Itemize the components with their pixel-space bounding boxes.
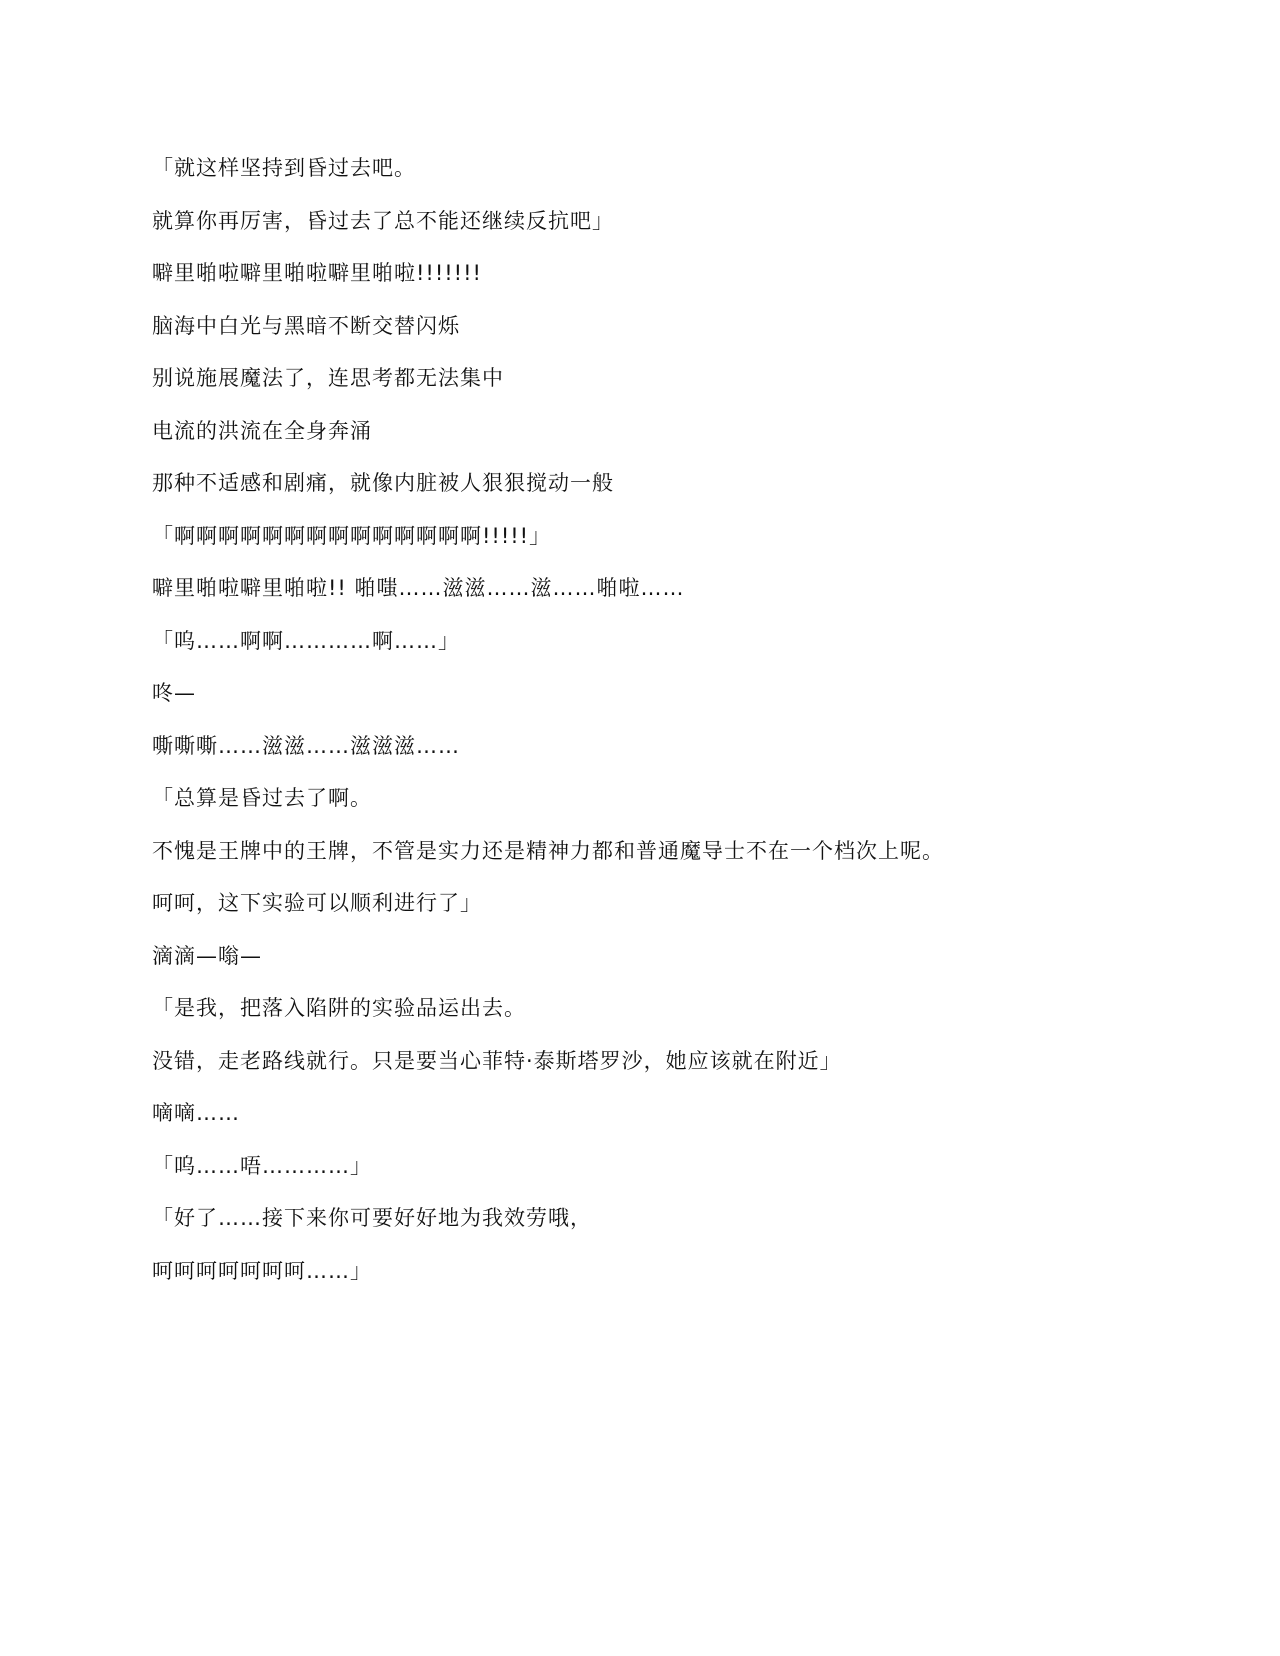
text-line: 噼里啪啦噼里啪啦噼里啪啦!!!!!!! [152, 261, 482, 285]
text-line: 没错，走老路线就行。只是要当心菲特·泰斯塔罗沙，她应该就在附近」 [152, 1048, 842, 1073]
text-line: 呵呵，这下实验可以顺利进行了」 [152, 891, 482, 915]
document-page [152, 152, 1202, 1307]
text-line: 滴滴—嗡— [152, 943, 262, 968]
text-line: 嘀嘀…… [152, 1101, 240, 1125]
text-line: 呵呵呵呵呵呵呵……」 [152, 1258, 372, 1283]
text-line: 就算你再厉害，昏过去了总不能还继续反抗吧」 [152, 208, 614, 233]
text-line: 「呜……唔…………」 [152, 1153, 372, 1178]
text-line: 「呜……啊啊…………啊……」 [152, 628, 460, 653]
text-line: 「好了……接下来你可要好好地为我效劳哦， [152, 1206, 592, 1230]
text-line: 「就这样坚持到昏过去吧。 [152, 156, 416, 180]
text-line: 嘶嘶嘶……滋滋……滋滋滋…… [152, 733, 460, 758]
text-line: 那种不适感和剧痛，就像内脏被人狠狠搅动一般 [152, 471, 614, 495]
text-line: 不愧是王牌中的王牌，不管是实力还是精神力都和普通魔导士不在一个档次上呢。 [152, 838, 944, 863]
text-line: 噼里啪啦噼里啪啦!! 啪嗤……滋滋……滋……啪啦…… [152, 576, 685, 600]
text-line: 咚— [152, 681, 196, 705]
text-line: 「啊啊啊啊啊啊啊啊啊啊啊啊啊啊!!!!!」 [152, 523, 552, 548]
text-line: 脑海中白光与黑暗不断交替闪烁 [152, 313, 460, 338]
text-line: 电流的洪流在全身奔涌 [152, 418, 372, 443]
text-line: 别说施展魔法了，连思考都无法集中 [152, 366, 504, 390]
text-line: 「是我，把落入陷阱的实验品运出去。 [152, 996, 526, 1020]
text-line: 「总算是昏过去了啊。 [152, 786, 372, 810]
